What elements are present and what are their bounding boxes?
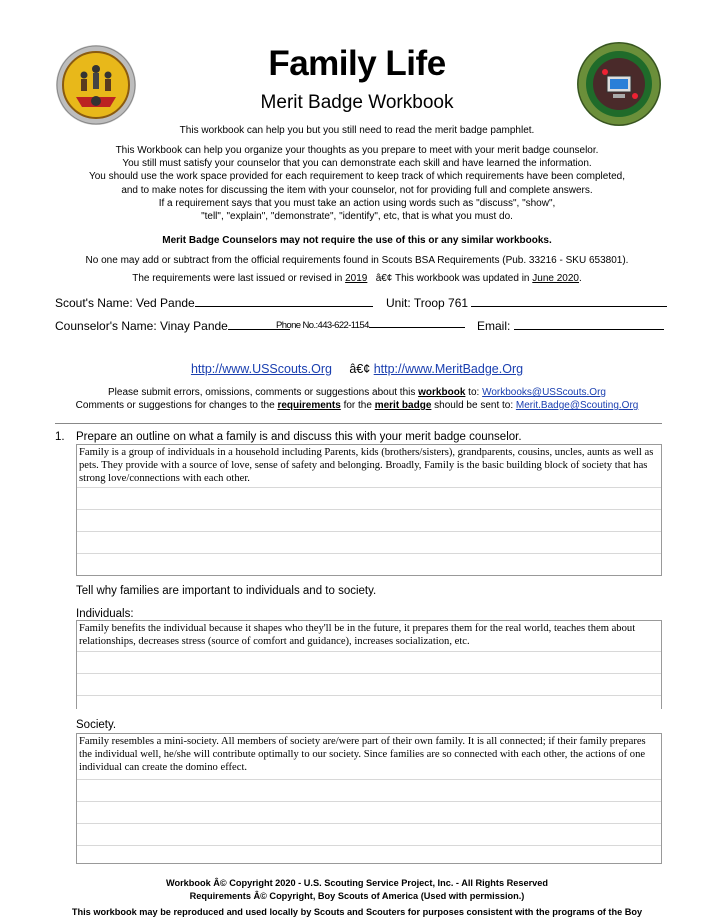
individuals-label: Individuals: [76,608,134,620]
requirement-1b-text: Tell why families are important to individuals and to society. [76,585,377,597]
unit-value: Troop 761 [413,296,469,310]
errors-note: Please submit errors, omissions, comments or suggestions about this workbook to: Workbooks@USScouts.Org [108,387,606,398]
requirement-1-text: Prepare an outline on what a family is and discuss this with your merit badge counselor. [76,431,522,443]
intro-line: You should use the work space provided for each requirement to keep track of which requirements have been completed, [88,171,626,183]
workbooks-email-link[interactable]: Workbooks@USScouts.Org [482,387,606,398]
society-label: Society. [76,719,117,731]
scout-name-field[interactable]: Scout's Name: Ved Pande [55,296,373,310]
issued-year: 2019 [345,273,368,284]
page-title: Family Life [268,44,446,83]
updated-date: June 2020 [532,273,579,284]
society-answer-box[interactable] [76,733,662,864]
phone-value: 443-622-1154 [317,320,369,331]
individuals-answer: Family benefits the individual because it shapes who they'll be in the future, it prepares them for the real world, teaches them about relationships, decreases stress (source of comfort and guidance), increases socialization, etc. [79,623,636,647]
intro-line: "tell", "explain", "demonstrate", "identify", etc, that is what you must do. [201,211,513,223]
intro-line: This Workbook can help you organize your thoughts as you prepare to meet with your merit badge counselor. [115,145,599,156]
pamphlet-note: This workbook can help you but you still need to read the merit badge pamphlet. [179,125,535,136]
footer-reproduction-note: This workbook may be reproduced and used locally by Scouts and Scouters for purposes consistent with the programs of the Boy [71,907,643,917]
intro-line: If a requirement says that you must take an action using words such as "discuss", "show", [158,197,556,209]
section-divider [55,423,662,424]
requirement-1-number: 1. [55,431,65,443]
changes-note: Comments or suggestions for changes to the requirements for the merit badge should be sent to: Merit.Badge@Scouting.Org [75,400,639,411]
page-subtitle: Merit Badge Workbook [260,92,454,113]
website-links [0,362,714,376]
society-answer: Family resembles a mini-society. All members of society are/were part of their own family. It is all connected; if their family prepares the individual well, he/she will contribute optimally to our society. Since families are so connected with each other, the actions of one individual can create the domino effect. [79,736,646,773]
counselor-notice: Merit Badge Counselors may not require the use of this or any similar workbooks. [162,235,552,246]
meritbadge-link[interactable]: http://www.MeritBadge.Org [373,362,524,376]
unit-field[interactable]: Unit: Troop 761 [386,296,667,310]
add-subtract-note: No one may add or subtract from the official requirements found in Scouts BSA Requirements (Pub. 33216 - SKU 653801). [85,255,629,266]
footer-copyright: Workbook Â© Copyright 2020 - U.S. Scouting Service Project, Inc. - All Rights Reserved [165,878,548,888]
counselor-name-value: Vinay Pande [160,319,228,333]
counselor-name-field[interactable]: Counselor's Name: Vinay Pande [55,319,290,333]
bullet: â€¢ [349,362,371,376]
individuals-answer-box[interactable] [76,620,662,709]
bullet: â€¢ [375,273,393,284]
intro-line: and to make notes for discussing the item with your counselor, not for providing full and complete answers. [121,184,593,196]
intro-paragraph [0,144,714,223]
issued-note: The requirements were last issued or revised in 2019 â€¢ This workbook was updated in June 2020. [132,273,582,284]
footer-requirements-copyright: Requirements Â© Copyright, Boy Scouts of America (Used with permission.) [189,891,525,901]
phone-field[interactable]: Phone No.:443-622-1154 [276,320,465,331]
requirement-1-answer: Family is a group of individuals in a household including Parents, kids (brothers/sisters), grandparents, cousins, uncles, aunts as well as pets. They provide with a source of love, sense of safety and belonging. Broadly, Family is the basic building block of society that has strong love/connections with each other. [79,447,654,484]
scout-name-value: Ved Pande [136,296,195,310]
email-field[interactable]: Email: [477,319,664,333]
intro-line: You still must satisfy your counselor that you can demonstrate each skill and have learned the information. [122,158,592,170]
meritbadge-email-link[interactable]: Merit.Badge@Scouting.Org [515,400,639,411]
requirement-1-answer-box[interactable] [76,444,662,576]
usscouts-link[interactable]: http://www.USScouts.Org [190,362,332,376]
